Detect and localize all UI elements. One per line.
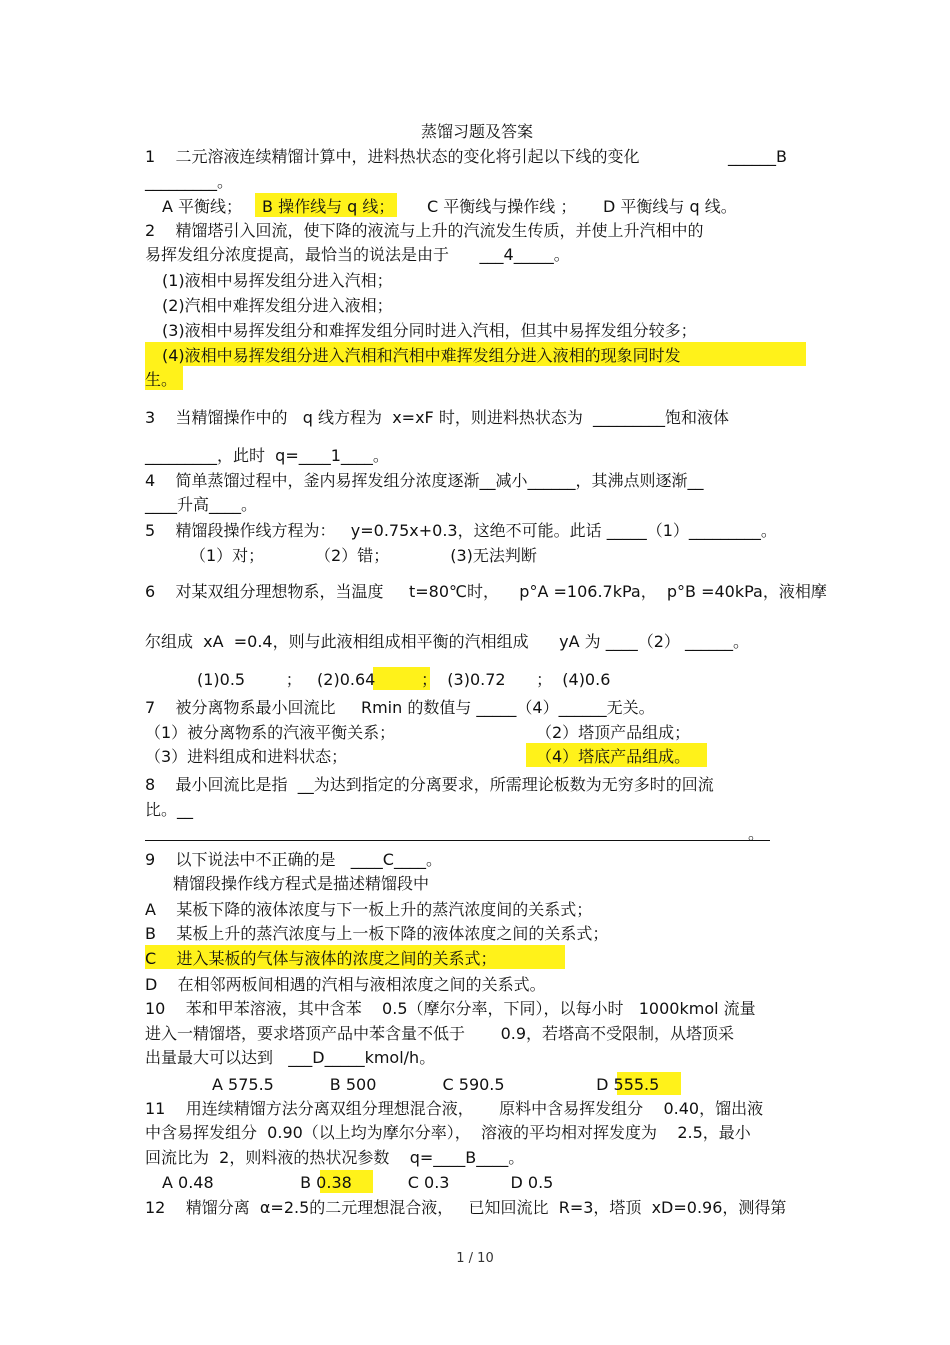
q2-opt1: (1)液相中易挥发组分进入汽相；	[162, 271, 393, 290]
q1-option-a: A 平衡线；	[162, 197, 243, 216]
q7-opt1: （1）被分离物系的汽液平衡关系；	[145, 723, 396, 742]
q8-line1: 8 最小回流比是指 __为达到指定的分离要求，所需理论板数为无穷多时的回流	[145, 775, 714, 794]
q9-line2: 精馏段操作线方程式是描述精馏段中	[173, 874, 430, 893]
q1-text: 1 二元溶液连续精馏计算中，进料热状态的变化将引起以下线的变化	[145, 147, 640, 166]
q4-line2: ____升高____。	[145, 495, 258, 514]
q7-line1: 7 被分离物系最小回流比 Rmin 的数值与 _____（4）______无关。	[145, 698, 655, 717]
q1-option-b: B 操作线与 q 线；	[262, 197, 395, 216]
q7-opt3: （3）进料组成和进料状态；	[145, 747, 348, 766]
q2-opt2: (2)汽相中难挥发组分进入液相；	[162, 296, 393, 315]
q4-line1: 4 简单蒸馏过程中，釜内易挥发组分浓度逐渐__减小______，其沸点则逐渐__	[145, 471, 704, 490]
q11-options: A 0.48 B 0.38 C 0.3 D 0.5	[162, 1173, 554, 1192]
q9-line1: 9 以下说法中不正确的是 ____C____。	[145, 850, 442, 869]
q10-line1: 10 苯和甲苯溶液，其中含苯 0.5（摩尔分率，下同），以每小时 1000kmol 流量	[145, 999, 756, 1018]
q2-opt4-cont: 生。	[145, 370, 178, 389]
q1-answer: ______B	[728, 147, 787, 166]
q10-options: A 575.5 B 500 C 590.5 D 555.5	[212, 1075, 660, 1094]
q1-option-c: C 平衡线与操作线 ；	[427, 197, 577, 216]
page-number: 1 / 10	[456, 1251, 494, 1266]
q8-line2: 比。__	[145, 800, 194, 819]
q2-line1: 2 精馏塔引入回流，使下降的液流与上升的汽流发生传质，并使上升汽相中的	[145, 221, 704, 240]
q5-line1: 5 精馏段操作线方程为： y=0.75x+0.3，这绝不可能。此话 _____（1）_________。	[145, 521, 777, 540]
q1-option-d: D 平衡线与 q 线。	[603, 197, 737, 216]
q11-line3: 回流比为 2，则料液的热状况参数 q=____B____。	[145, 1148, 525, 1167]
q5-options: （1）对； （2）错； (3)无法判断	[190, 546, 537, 565]
q8-blank-line	[145, 840, 770, 841]
q11-line2: 中含易挥发组分 0.90（以上均为摩尔分率）， 溶液的平均相对挥发度为 2.5，最小	[145, 1123, 751, 1142]
q9-opt-d: D 在相邻两板间相遇的汽相与液相浓度之间的关系式。	[145, 975, 546, 994]
q6-line1: 6 对某双组分理想物系，当温度 t=80℃时， p°A =106.7kPa， p°B =40kPa，液相摩	[145, 582, 827, 601]
q2-opt3: (3)液相中易挥发组分和难挥发组分同时进入汽相，但其中易挥发组分较多；	[162, 321, 697, 340]
q6-line2: 尔组成 xA =0.4，则与此液相组成相平衡的汽相组成 yA 为 ____（2） ______。	[145, 632, 749, 651]
q9-opt-a: A 某板下降的液体浓度与下一板上升的蒸汽浓度间的关系式；	[145, 900, 593, 919]
q10-line3: 出量最大可以达到 ___D_____kmol/h。	[145, 1048, 436, 1067]
q9-opt-c: C 进入某板的气体与液体的浓度之间的关系式；	[145, 949, 497, 968]
document-title: 蒸馏习题及答案	[421, 122, 534, 141]
q7-opt4: （4）塔底产品组成。	[536, 747, 691, 766]
q2-opt4: (4)液相中易挥发组分进入汽相和汽相中难挥发组分进入液相的现象同时发	[162, 346, 681, 365]
q6-options: (1)0.5 ； (2)0.64 ； (3)0.72 ； (4)0.6	[197, 670, 611, 689]
q9-opt-b: B 某板上升的蒸汽浓度与上一板下降的液体浓度之间的关系式；	[145, 924, 609, 943]
q12-line1: 12 精馏分离 α=2.5的二元理想混合液， 已知回流比 R=3，塔顶 xD=0.96，测得第	[145, 1198, 787, 1217]
q3-line2: _________，此时 q=____1____。	[145, 446, 389, 465]
q11-line1: 11 用连续精馏方法分离双组分理想混合液， 原料中含易挥发组分 0.40，馏出液	[145, 1099, 764, 1118]
q2-line2: 易挥发组分浓度提高，最恰当的说法是由于 ___4_____。	[145, 245, 570, 264]
q3-line1: 3 当精馏操作中的 q 线方程为 x=xF 时，则进料热状态为 _________饱和液体	[145, 408, 730, 427]
q7-opt2: （2）塔顶产品组成；	[536, 723, 691, 742]
q10-line2: 进入一精馏塔，要求塔顶产品中苯含量不低于 0.9，若塔高不受限制，从塔顶采	[145, 1024, 735, 1043]
q1-blank-end: _________。	[145, 172, 234, 191]
q8-end: 。	[748, 824, 765, 843]
